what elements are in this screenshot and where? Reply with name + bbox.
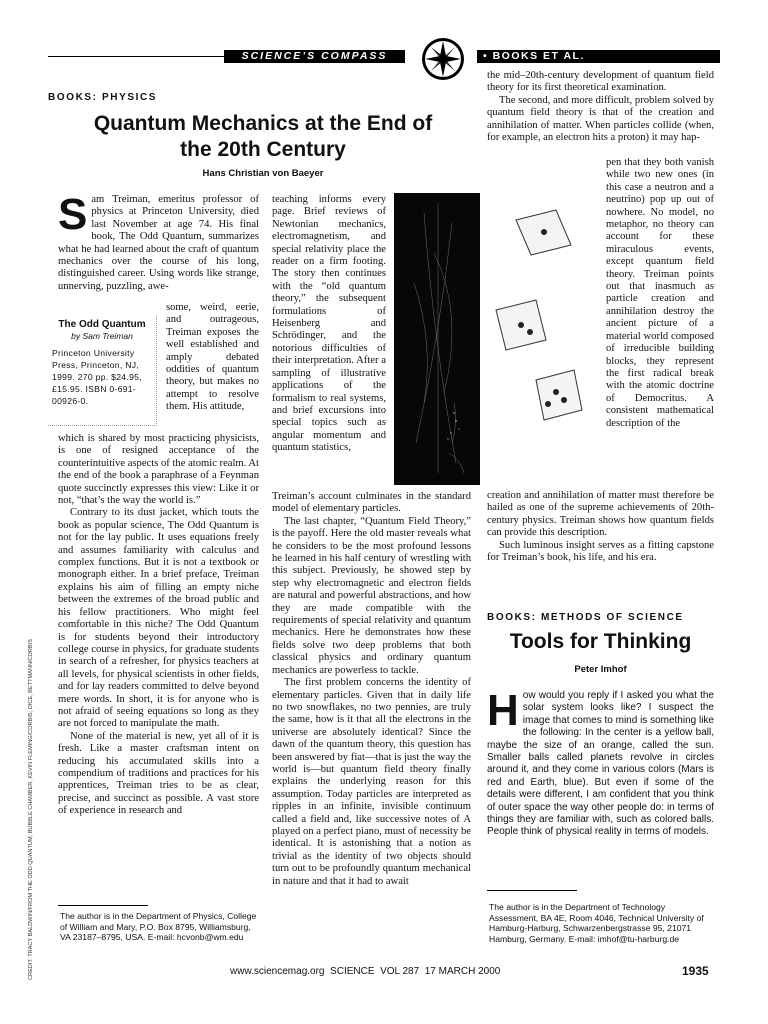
page-number: 1935 (682, 964, 709, 978)
author-note-rule (58, 905, 148, 906)
review1-paragraph-3: None of the material is new, yet all of it is fresh. Like a master craftsman intent on reducing his accumulated skills into a compendium of traditions and practices for his apprentices, Treiman tries to be as clear, precise, and succinct as possible. A vast store of experience in research and (58, 730, 259, 817)
review1-column-3-wrap (606, 157, 714, 430)
review2-body (487, 686, 714, 839)
section-label-books: • BOOKS ET AL. (477, 50, 720, 63)
photo-credit: CREDIT: TRACY BALDWIN/FROM THE ODD QUANTUM; BUBBLE CHAMBER, KEVIN FLEMING/CORBIS; DICE, BETTMANN/CORBIS (28, 639, 34, 980)
compass-logo-icon (420, 36, 466, 82)
review1-column-3-top (487, 70, 714, 144)
footer-date: 17 MARCH 2000 (424, 966, 501, 977)
book-author: by Sam Treiman (71, 331, 133, 341)
review2-kicker: BOOKS: METHODS OF SCIENCE (487, 612, 684, 623)
section-label: SCIENCE’S COMPASS (224, 50, 405, 63)
bubble-chamber-image (394, 193, 480, 485)
review2-dropcap: H (487, 686, 519, 735)
review1-col3-paragraph-1: the mid–20th-century development of quantum field theory for its first theoretical examination. (487, 70, 714, 94)
review1-author-note: The author is in the Department of Physics, College of William and Mary, P.O. Box 8795, Williamsburg, VA 23187–8795, USA. E-mail: hcvonb@wm.edu (60, 911, 257, 942)
review1-paragraph-1a: am Treiman, emeritus professor of physics at Princeton University, died last November at age 74. His final book, The Odd Quantum, summarizes what he had learned about the craft of quantum mechanics over the course of his long, distinguished career. Using words like strange, unnerving, puzzling, awe- (58, 194, 259, 292)
footer-journal: SCIENCE (330, 966, 375, 977)
review1-col2-paragraph-3: The first problem concerns the identity of elementary particles. Given that in daily life no two snowflakes, no two pennies, are truly the same, how is it that all the electrons in the universe are absolutely identical? Since the dawn of the quantum theory, this question has been answered by fiat—that is just the way the world is—but quantum field theory finally explains the underlying reason for this assumption. Today particles are interpreted as ripples in an infinite, invisible continuum called a field and, like successive notes of A played on a perfect piano, must of necessity be identical. It is astonishing that a notion as trivial as the identity of two objects should turn out to be profoundly quantum mechanical in nature and that it had to await (272, 677, 471, 887)
review1-column-2-top (272, 194, 386, 455)
dice-image (486, 160, 598, 485)
review1-col2-paragraph-1-end: Treiman’s account culminates in the standard model of elementary particles. (272, 491, 471, 515)
review1-col3-paragraph-2b: pen that they both vanish while two new ones (in this case a neutron and a neutrino) pop up out of nowhere. No model, no metaphor, no theory can account for these miraculous events, except quantum field theory. Treiman points out that inasmuch as particle creation and annihilation destroy the ancient picture of a material world composed of irreducible building blocks, they represent the first radical break with the atomic doctrine of Democritus. A consistent mathematical description of the (606, 157, 714, 429)
review1-column-1 (58, 190, 259, 293)
review1-col3-paragraph-4: Such luminous insight serves as a fitting capstone for Treiman’s book, his life, and his era. (487, 539, 714, 564)
review2-title: Tools for Thinking (509, 630, 692, 653)
review1-kicker: BOOKS: PHYSICS (48, 92, 158, 103)
review2-byline: Peter Imhof (574, 664, 627, 675)
book-info-box (48, 315, 157, 426)
review1-paragraph-1b: some, weird, eerie, and outrageous, Treiman exposes the well established and amply debated oddities of quantum theory, but makes no attempt to resolve them. His attitude, (166, 302, 259, 413)
header-rule-left (48, 56, 224, 57)
review1-column-2-lower (272, 491, 471, 888)
review1-column-1-wrap (166, 302, 259, 414)
footer-url: www.sciencemag.org (230, 966, 325, 977)
review2-author-note-rule (487, 890, 577, 891)
review1-title-line2: the 20th Century (180, 138, 346, 161)
review1-column-1-lower (58, 433, 259, 818)
review1-col3-paragraph-2: The second, and more difficult, problem solved by quantum field theory is that of the creation and annihilation of matter. When particles collide (when, for example, an electron hits a proton) it may hap- (487, 94, 714, 144)
review2-author-note: The author is in the Department of Technology Assessment, BA 4E, Room 4046, Technical University of Hamburg-Harburg, Schwarzenbergstrasse 95, 21071 Hamburg, Germany. E-mail: imhof@tu-harburg.de (489, 902, 704, 944)
review1-col3-paragraph-3: creation and annihilation of matter must therefore be hailed as one of the supreme achievements of 20th-century physics. Treiman shows how quantum fields can provide this description. (487, 490, 714, 539)
review1-column-3-lower (487, 490, 714, 564)
review1-title-line1: Quantum Mechanics at the End of (93, 112, 433, 135)
review1-col2-paragraph-1: teaching informs every page. Brief reviews of Newtonian mechanics, electromagnetism, and special relativity place the reader on a firm footing. The story then continues with the “old quantum theory,” the subsequent formulations of Heisenberg and Schrödinger, and the notorious difficulties of their interpretation. After a sampling of illustrative applications of the formalism to real systems, and brief excursions into special topics such as angular momentum and quantum statistics, (272, 194, 386, 454)
review1-paragraph-1c: which is shared by most practicing physicists, is one of resigned acceptance of the counterintuitive aspects of the atomic realm. At the end of the book a paraphrase of a Feynman quote succinctly expresses this view: Like it or not, “that’s the way the world is.” (58, 433, 259, 507)
review2-paragraph-1: ow would you reply if I asked you what the solar system looks like? I suspect the image that comes to mind is something like the following: In the center is a yellow ball, maybe the size of an orange, called the sun. Smaller balls called planets revolve in circles around it, and they come in various colors (Mars is red and Earth, blue). But even if some of the details were different, I am confident that you think of outer space the way other people do: in terms of things they are familiar with, such as colored balls. People think of physical reality in terms of models. (487, 690, 714, 838)
review1-paragraph-2: Contrary to its dust jacket, which touts the book as popular science, The Odd Quantum is not for the lay public. It uses equations freely and assumes familiarity with calculus and complex functions. But it is not a textbook or monograph either. In a brief preface, Treiman explains his aim of filling an empty niche between the extremes of the broad public and his fellow practitioners. Who might feel comfortable in this niche? The Odd Quantum is for students beyond their introductory college course in physics, for graduate students in search of a refresher, for physics teachers at all levels, for physical scientists in other fields, and for lay readers committed to delve beyond mere words. In short, it is for anyone who is not afraid of seeing equations so long as they are not forced to manipulate the math. (58, 507, 259, 730)
book-title: The Odd Quantum (58, 319, 146, 330)
review1-byline: Hans Christian von Baeyer (202, 168, 324, 179)
review1-dropcap: S (58, 190, 88, 239)
review1-col2-paragraph-2: The last chapter, “Quantum Field Theory,” is the payoff. Here the old master reveals what he considers to be the most profound lessons he learned in his half century of wrestling with this subject. Previously, he showed step by step why electromagnetic and electron fields are natural and powerful abstractions, and how they are made compatible with the requirements of special relativity and quantum mechanics. Here he demonstrates how these fields solve two deep problems that both classical physics and ordinary quantum mechanics are powerless to tackle. (272, 515, 471, 676)
book-details: Princeton University Press, Princeton, NJ, 1999. 270 pp. $24.95, £15.95. ISBN 0-691-00926-0. (52, 348, 142, 406)
footer (230, 966, 530, 977)
footer-volume: VOL 287 (380, 966, 420, 977)
